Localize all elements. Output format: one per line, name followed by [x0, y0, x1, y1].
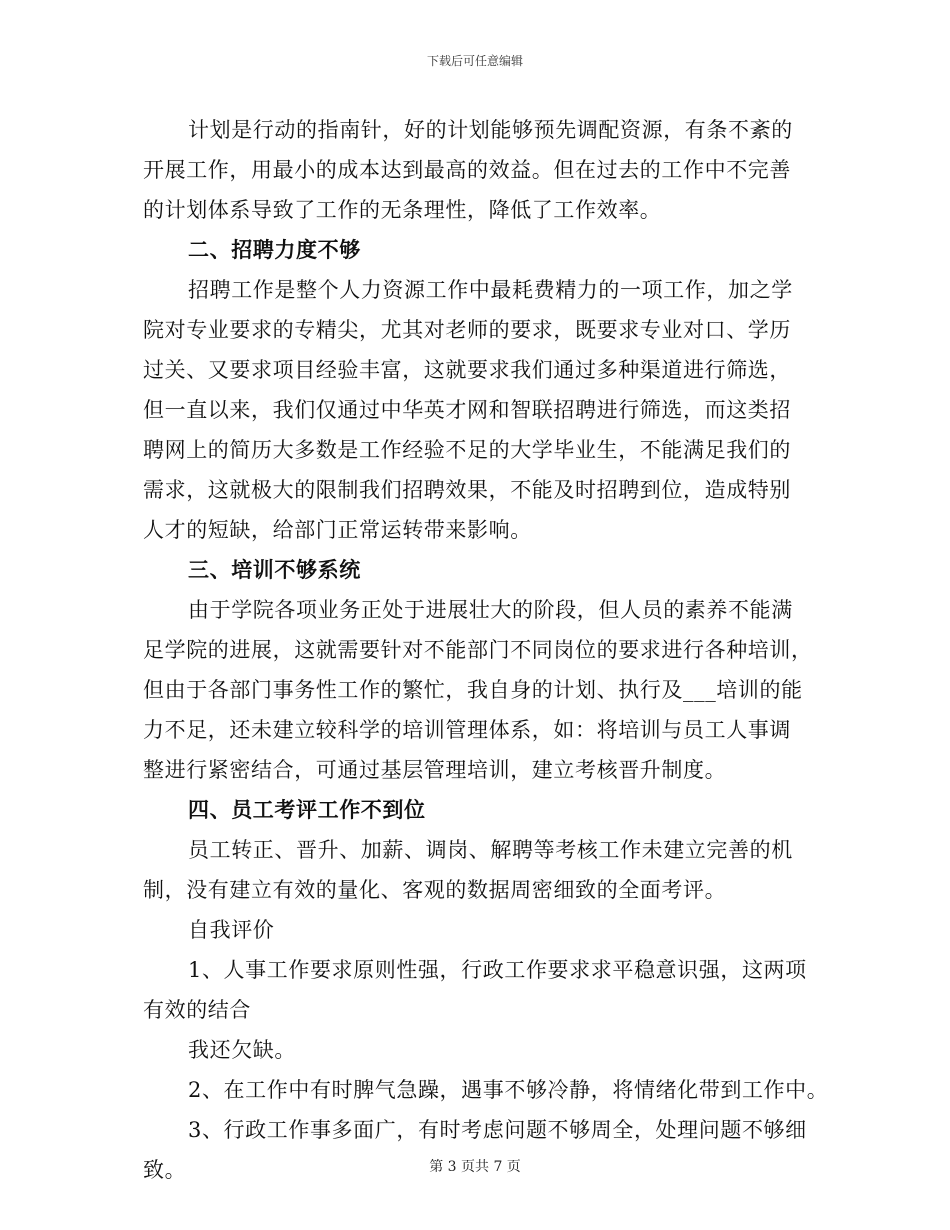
- paragraph-line: 院对专业要求的专精尖，尤其对老师的要求，既要求专业对口、学历: [143, 318, 791, 342]
- paragraph-line: 1、人事工作要求原则性强，行政工作要求求平稳意识强，这两项: [188, 958, 807, 982]
- paragraph-line: 开展工作，用最小的成本达到最高的效益。但在过去的工作中不完善: [143, 158, 791, 182]
- paragraph-line: 需求，这就极大的限制我们招聘效果，不能及时招聘到位，造成特别: [143, 478, 791, 502]
- paragraph-line: 过关、又要求项目经验丰富，这就要求我们通过多种渠道进行筛选，: [143, 358, 791, 382]
- paragraph-line: 2、在工作中有时脾气急躁，遇事不够冷静，将情绪化带到工作中。: [188, 1078, 829, 1102]
- paragraph-line: 我还欠缺。: [188, 1038, 296, 1062]
- paragraph-line: 力不足，还未建立较科学的培训管理体系，如：将培训与员工人事调: [143, 718, 791, 742]
- paragraph-line: 招聘工作是整个人力资源工作中最耗费精力的一项工作，加之学: [188, 278, 793, 302]
- section-heading: 三、培训不够系统: [188, 557, 361, 582]
- paragraph-line: 有效的结合: [143, 998, 251, 1022]
- section-heading: 四、员工考评工作不到位: [188, 797, 426, 822]
- section-heading: 二、招聘力度不够: [188, 237, 361, 262]
- header-note: 下载后可任意编辑: [426, 54, 523, 68]
- paragraph-line: 足学院的进展，这就需要针对不能部门不同岗位的要求进行各种培训，: [143, 638, 813, 662]
- page-number: 第 3 页共 7 页: [429, 1159, 521, 1175]
- paragraph-line: 但一直以来，我们仅通过中华英才网和智联招聘进行筛选，而这类招: [143, 398, 791, 422]
- paragraph-line: 整进行紧密结合，可通过基层管理培训，建立考核晋升制度。: [143, 758, 727, 782]
- paragraph-line: 聘网上的简历大多数是工作经验不足的大学毕业生，不能满足我们的: [143, 438, 791, 462]
- paragraph-line: 员工转正、晋升、加薪、调岗、解聘等考核工作未建立完善的机: [188, 838, 793, 862]
- paragraph-line: 致。: [143, 1158, 187, 1182]
- document-body: [143, 110, 833, 1190]
- paragraph-line: 自我评价: [188, 918, 275, 942]
- paragraph-line: 3、行政工作事多面广，有时考虑问题不够周全，处理问题不够细: [188, 1118, 807, 1142]
- paragraph-line: 由于学院各项业务正处于进展壮大的阶段，但人员的素养不能满: [188, 598, 793, 622]
- paragraph-line: 计划是行动的指南针，好的计划能够预先调配资源，有条不紊的: [188, 118, 793, 142]
- paragraph-line: 但由于各部门事务性工作的繁忙，我自身的计划、执行及___培训的能: [143, 678, 803, 702]
- paragraph-line: 的计划体系导致了工作的无条理性，降低了工作效率。: [143, 198, 662, 222]
- paragraph-line: 人才的短缺，给部门正常运转带来影响。: [143, 518, 532, 542]
- paragraph-line: 制，没有建立有效的量化、客观的数据周密细致的全面考评。: [143, 878, 727, 902]
